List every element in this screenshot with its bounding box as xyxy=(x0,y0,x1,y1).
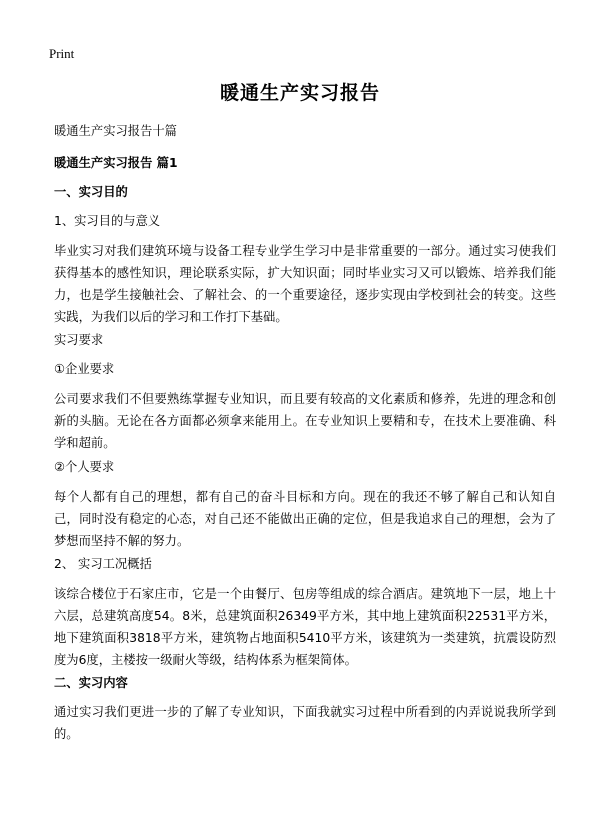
paragraph-company-requirements: 公司要求我们不但要熟练掌握专业知识，而且要有较高的文化素质和修养，先进的理念和创新的头脑。无论在各方面都必须拿来能用上。在专业知识上要精和专，在技术上要准确、科学和超前。 xyxy=(54,392,556,450)
section-title: 暖通生产实习报告 篇1 xyxy=(54,156,178,170)
heading-purpose: 一、实习目的 xyxy=(54,185,128,199)
paragraph-content: 通过实习我们更进一步的了解了专业知识，下面我就实习过程中所看到的内弄说说我所学到的。 xyxy=(54,705,556,741)
heading-content: 二、实习内容 xyxy=(54,676,128,690)
heading-overview: 2、 实习工况概括 xyxy=(54,557,152,571)
heading-requirements: 实习要求 xyxy=(54,333,104,347)
heading-purpose-meaning: 1、实习目的与意义 xyxy=(54,214,161,228)
heading-company-requirements: ①企业要求 xyxy=(54,362,115,376)
print-label: Print xyxy=(49,46,75,61)
paragraph-personal-requirements: 每个人都有自己的理想，都有自己的奋斗目标和方向。现在的我还不够了解自己和认知自己，同时没有稳定的心态，对自己还不能做出正确的定位，但是我追求自己的理想，会为了梦想而坚持不解的努力。 xyxy=(54,490,556,548)
document-subtitle: 暖通生产实习报告十篇 xyxy=(54,124,177,138)
paragraph-purpose: 毕业实习对我们建筑环境与设备工程专业学生学习中是非常重要的一部分。通过实习使我们获得基本的感性知识，理论联系实际，扩大知识面；同时毕业实习又可以锻炼、培养我们能力，也是学生接触社会、了解社会、的一个重要途径，逐步实现由学校到社会的转变。这些实践，为我们以后的学习和工作打下基础。 xyxy=(54,244,556,324)
heading-personal-requirements: ②个人要求 xyxy=(54,460,115,474)
page-title: 暖通生产实习报告 xyxy=(219,82,380,104)
paragraph-overview: 该综合楼位于石家庄市，它是一个由餐厅、包房等组成的综合酒店。建筑地下一层，地上十六层，总建筑高度54。8米，总建筑面积26349平方米，其中地上建筑面积22531平方米，地下建筑面积3818平方米，建筑物占地面积5410平方米，该建筑为一类建筑，抗震设防烈度为6度，主楼按一级耐火等级，结构体系为框架简体。 xyxy=(54,587,556,667)
